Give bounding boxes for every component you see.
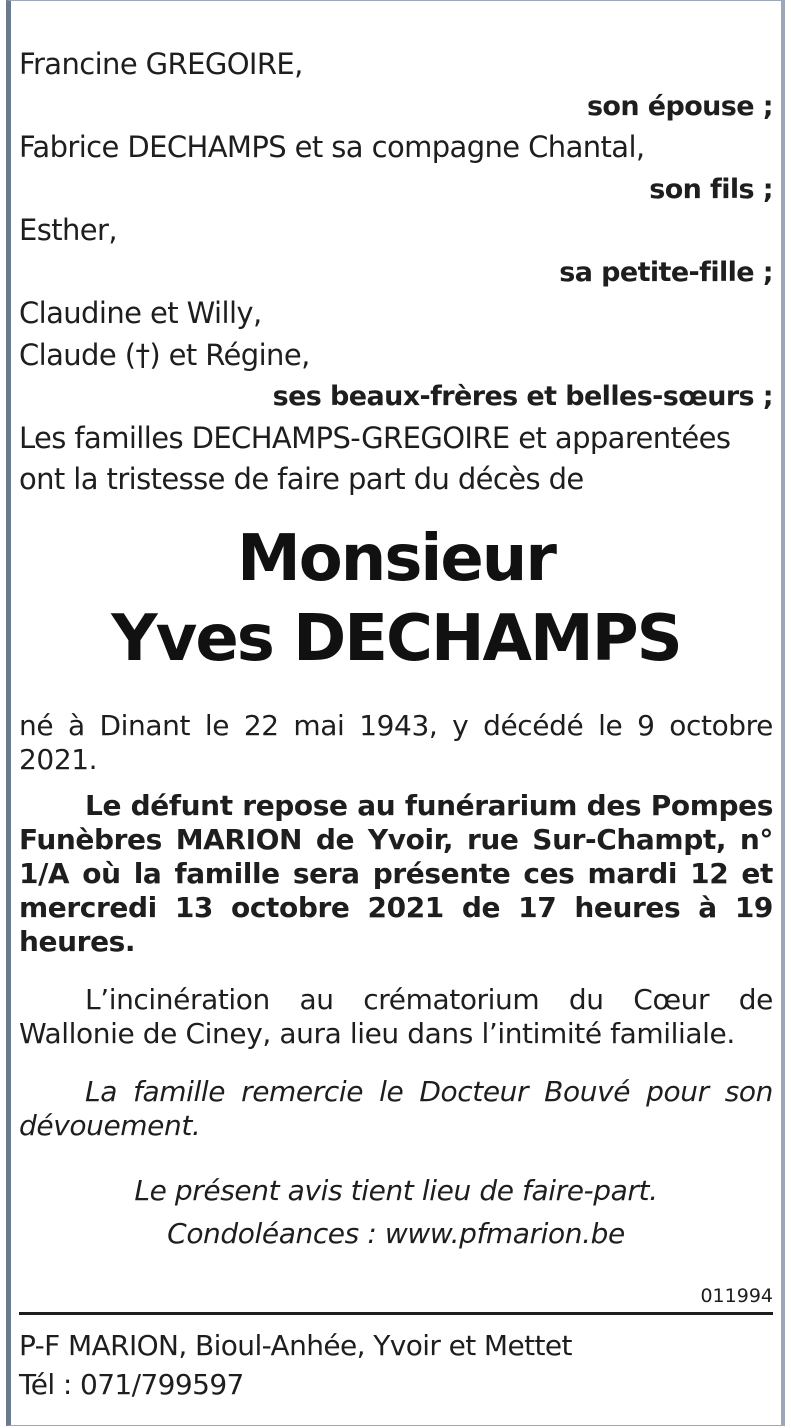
deceased-name: Yves DECHAMPS [111, 601, 681, 676]
family-relation: ses beaux-frères et belles-sœurs ; [272, 381, 773, 412]
family-member-name: Fabrice DECHAMPS et sa compagne Chantal, [19, 130, 645, 164]
family-block [19, 44, 773, 501]
footer-divider [19, 1312, 773, 1315]
family-member-name: Esther, [19, 213, 117, 247]
deceased-title: Monsieur [237, 521, 555, 596]
families-line: Les familles DECHAMPS-GREGOIRE et apparentées [19, 420, 731, 455]
thanks-text: La famille remercie le Docteur Bouvé pour son dévouement. [19, 1074, 773, 1142]
family-relation: sa petite-fille ; [559, 256, 773, 288]
family-member-name: Francine GREGOIRE, [19, 47, 303, 81]
family-member-name: Claudine et Willy, [19, 296, 262, 330]
footer [19, 1326, 572, 1404]
company-line: P-F MARION, Bioul-Anhée, Yvoir et Mettet [19, 1329, 572, 1362]
cremation-text: L’incinération au crématorium du Cœur de Wallonie de Ciney, aura lieu dans l’intimité familiale. [19, 982, 773, 1050]
intro-line: ont la tristesse de faire part du décès de [19, 462, 584, 496]
obituary-body [19, 44, 773, 1255]
visitation-text: Le défunt repose au funérarium des Pompes Funèbres MARION de Yvoir, rue Sur-Champt, n° 1/A où la famille sera présente ces mardi 12 et mercredi 13 octobre 2021 de 17 heures à 19 heures. [19, 788, 773, 958]
reference-number: 011994 [700, 1285, 773, 1307]
phone-line: Tél : 071/799597 [19, 1368, 244, 1401]
condolences-text: Condoléances : www.pfmarion.be [167, 1216, 625, 1250]
notice-text: Le présent avis tient lieu de faire-part. [134, 1173, 658, 1207]
birth-death-text: né à Dinant le 22 mai 1943, y décédé le 9 octobre 2021. [19, 708, 773, 776]
family-member-name: Claude (†) et Régine, [19, 337, 310, 372]
family-relation: son fils ; [649, 173, 773, 205]
family-relation: son épouse ; [586, 90, 773, 122]
